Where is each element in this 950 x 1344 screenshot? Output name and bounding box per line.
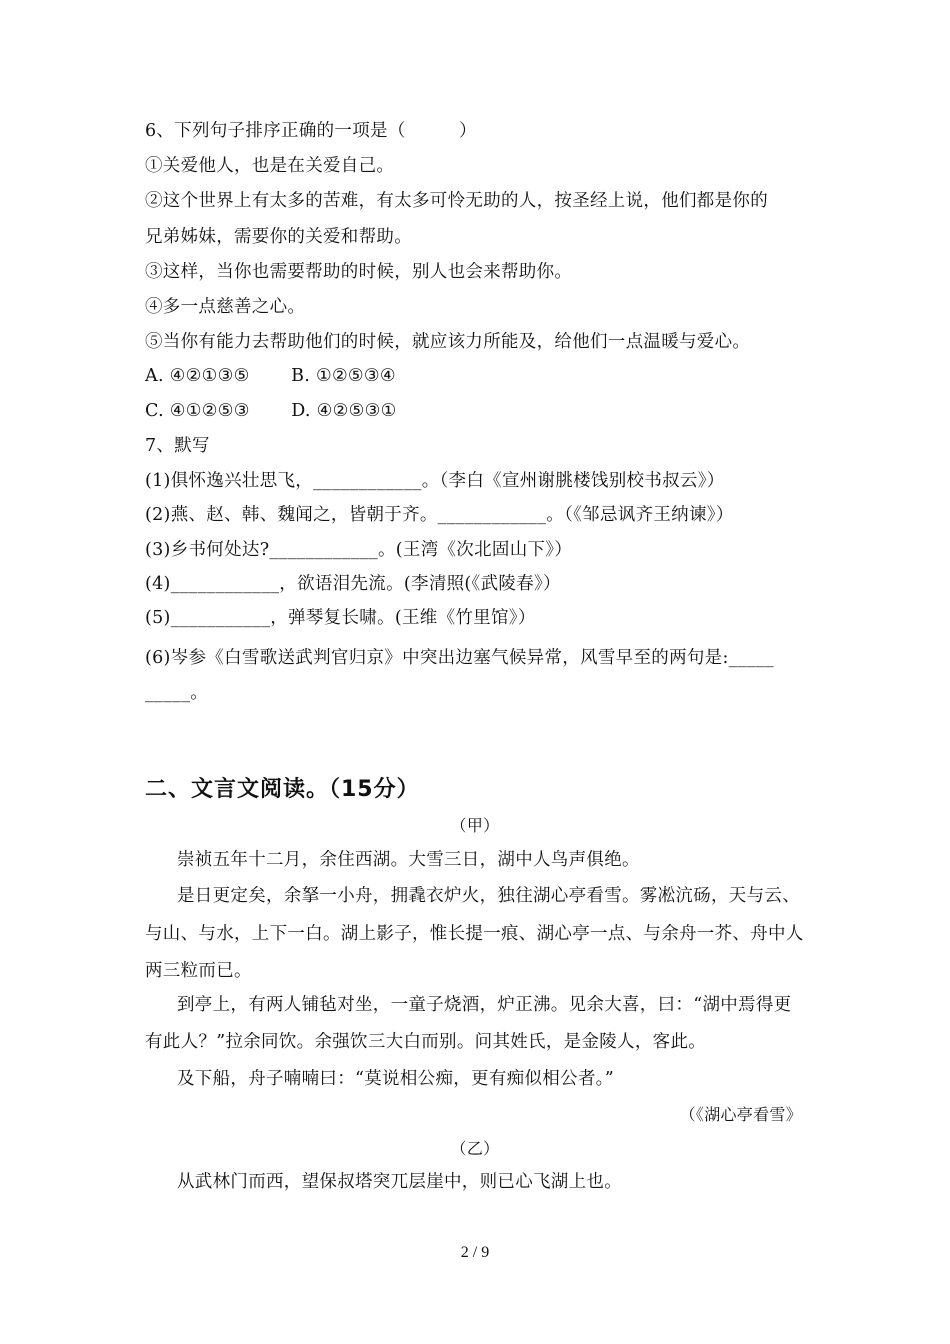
q7-item-5: (5)___________，弹琴复长啸。(王维《竹里馆》）: [145, 608, 536, 628]
q7-item-3: (3)乡书何处达?____________。(王湾《次北固山下》）: [145, 540, 573, 560]
passage-paragraph-2b: 与山、与水，上下一白。湖上影子，惟长提一痕、湖心亭一点、与余舟一芥、舟中人: [145, 924, 804, 944]
passage-paragraph-2c: 两三粒而已。: [145, 961, 252, 981]
passage-paragraph-4: 及下船，舟子喃喃曰：“莫说相公痴，更有痴似相公者。”: [177, 1069, 614, 1089]
q6-sentence-1: ①关爱他人，也是在关爱自己。: [145, 156, 395, 176]
passage-paragraph-3b: 有此人？”拉余同饮。余强饮三大白而别。问其姓氏，是金陵人，客此。: [145, 1032, 707, 1052]
q6-sentence-5: ⑤当你有能力去帮助他们的时候，就应该力所能及，给他们一点温暖与爱心。: [145, 332, 751, 352]
q6-options-cd: C. ④①②⑤③ D. ④②⑤③①: [145, 401, 397, 421]
q6-sentence-2a: ②这个世界上有太多的苦难，有太多可怜无助的人，按圣经上说，他们都是你的: [145, 191, 768, 211]
label-jia: （甲）: [450, 816, 500, 835]
passage-paragraph-1: 崇祯五年十二月，余住西湖。大雪三日，湖中人鸟声俱绝。: [177, 850, 640, 870]
q6-sentence-3: ③这样，当你也需要帮助的时候，别人也会来帮助你。: [145, 262, 573, 282]
q6-sentence-4: ④多一点慈善之心。: [145, 297, 306, 317]
q7-item-2: (2)燕、赵、韩、魏闻之，皆朝于齐。____________。（《邹忌讽齐王纳谏》）: [145, 505, 734, 525]
passage-paragraph-3a: 到亭上，有两人铺毡对坐，一童子烧酒，炉正沸。见余大喜，曰：“湖中焉得更: [177, 995, 792, 1015]
q6-options-ab: A. ④②①③⑤ B. ①②⑤③④: [145, 366, 396, 386]
q6-stem: 6、下列句子排序正确的一项是（ ）: [145, 121, 477, 141]
q7-item-6a: (6)岑参《白雪歌送武判官归京》中突出边塞气候异常，风雪早至的两句是:_____: [145, 648, 774, 668]
passage-paragraph-2a: 是日更定矣，余拏一小舟，拥毳衣炉火，独往湖心亭看雪。雾凇沆砀，天与云、: [177, 886, 800, 906]
q7-stem: 7、默写: [145, 436, 210, 456]
passage-paragraph-5: 从武林门而西，望保叔塔突兀层崖中，则已心飞湖上也。: [177, 1172, 622, 1192]
q6-sentence-2b: 兄弟姊妹，需要你的关爱和帮助。: [145, 227, 412, 247]
passage-source: （《湖心亭看雪》: [679, 1105, 802, 1124]
page-number: 2 / 9: [460, 1244, 490, 1261]
q7-item-4: (4)____________，欲语泪先流。(李清照(《武陵春》）: [145, 574, 561, 594]
section-2-title: 二、文言文阅读。（15分）: [145, 777, 420, 802]
label-yi: （乙）: [450, 1139, 500, 1158]
q7-item-1: (1)俱怀逸兴壮思飞，____________。（李白《宣州谢朓楼饯别校书叔云》）: [145, 471, 725, 491]
q7-item-6b: _____。: [145, 683, 209, 703]
